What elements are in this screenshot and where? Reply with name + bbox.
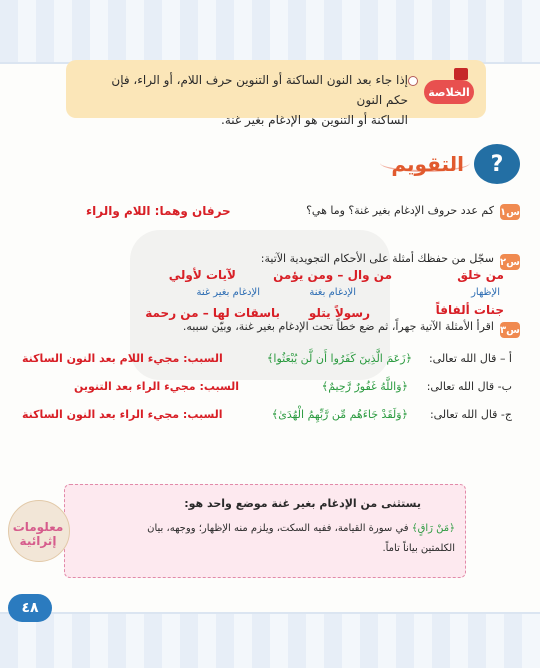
q3-label-a: أ – قال الله تعالى:	[428, 352, 512, 365]
bullet-icon	[408, 76, 418, 86]
q3-ayah-a: ﴿زَعَمَ الَّذِينَ كَفَرُوا أَن لَّن يُبْعَثُوا﴾	[266, 352, 412, 365]
question-3-text: اقرأ الأمثلة الآتية جهراً، ثم ضع خطاً تحت الإدغام بغير غنة، وبيّن سببه.	[182, 320, 494, 333]
q3-reason-a: السبب: مجيء اللام بعد النون الساكنة	[22, 352, 223, 365]
q2-rule-2: الإدغام بغنة	[309, 287, 356, 298]
q2-rule-1: الإظهار	[471, 287, 500, 298]
question-mark-icon: ?	[474, 144, 520, 184]
question-1-text: كم عدد حروف الإدغام بغير غنة؟ وما هي؟	[306, 204, 494, 217]
section-title: التقويم	[391, 152, 464, 176]
q3-label-c: ج- قال الله تعالى:	[429, 408, 512, 421]
question-badge-2: س٢	[500, 254, 520, 270]
q2-example-2: من وال – ومن يؤمن	[273, 268, 392, 282]
summary-text	[88, 70, 408, 130]
bottom-decorative-band	[0, 612, 540, 668]
info-brand-label: معلومات إثرائية	[12, 520, 64, 548]
info-line-2: الكلمتين بياناً تاماً.	[382, 543, 455, 554]
question-badge-3: س٣	[500, 322, 520, 338]
summary-tag: الخلاصة	[424, 80, 474, 104]
q3-ayah-c: ﴿وَلَقَدْ جَاءَهُم مِّن رَّبِّهِمُ الْهُدَىٰ﴾	[271, 408, 408, 421]
info-line-1-text: في سورة القيامة، ففيه السكت، ويلزم منه الإظهار؛ ووجهه، بيان	[147, 523, 409, 534]
question-1-answer: حرفان وهما: اللام والراء	[86, 204, 231, 218]
info-title: يستثنى من الإدغام بغير غنة موضع واحد هو:	[184, 497, 421, 510]
enrichment-info-box	[64, 484, 466, 578]
question-badge-1: س١	[500, 204, 520, 220]
summary-line-1: إذا جاء بعد النون الساكنة أو التنوين حرف اللام، أو الراء، فإن حكم النون	[111, 73, 408, 107]
info-line-1	[147, 521, 455, 537]
top-decorative-band	[0, 0, 540, 64]
q2-rule-3: الإدغام بغير غنة	[196, 287, 260, 298]
q3-reason-c: السبب: مجيء الراء بعد النون الساكنة	[22, 408, 223, 421]
q3-ayah-b: ﴿وَاللَّهُ غَفُورٌ رَّحِيمٌ﴾	[321, 380, 408, 393]
q3-reason-b: السبب: مجيء الراء بعد التنوين	[74, 380, 240, 393]
q2-extra-3: باسقات لها – من رحمة	[145, 306, 280, 320]
summary-box	[66, 60, 486, 127]
summary-line-2: الساكنة أو التنوين هو الإدغام بغير غنة.	[221, 113, 408, 127]
q3-label-b: ب- قال الله تعالى:	[426, 380, 512, 393]
flag-icon	[454, 68, 468, 80]
page-number: ٤٨	[8, 594, 52, 622]
info-ayah: ﴿مَنْ رَاقٍ﴾	[411, 523, 455, 534]
q2-example-1: من خلق	[457, 268, 504, 282]
q2-extra-2: رسولاً يتلو	[308, 306, 370, 320]
q2-example-3: لآيات لأولي	[168, 268, 236, 282]
question-2-text: سجّل من حفظك أمثلة على الأحكام التجويدية الآتية:	[260, 252, 494, 265]
q2-extra-1: جنات ألفافاً	[435, 303, 504, 317]
